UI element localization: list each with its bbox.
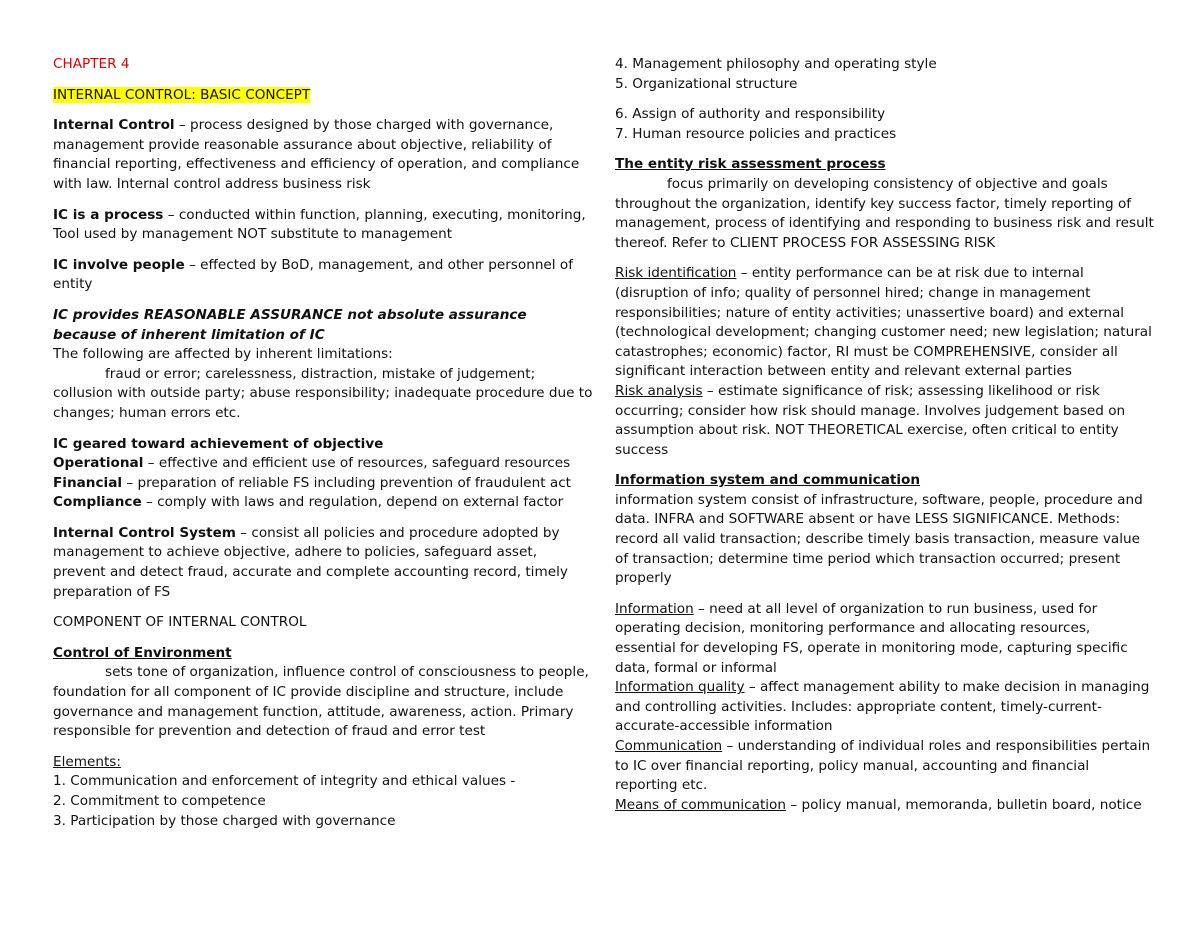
assurance-title (53, 306, 593, 345)
objective-item (53, 474, 593, 494)
ic-definition (53, 116, 593, 194)
control-env-body-text: sets tone of organization, influence control of consciousness to people, foundation for all component of IC provide discipline and structure, include governance and management function, attitude, awareness, action. Primary responsible for prevention and detection of fraud and error test (53, 664, 589, 740)
chapter-label: CHAPTER 4 (53, 56, 130, 72)
heading-highlight: INTERNAL CONTROL: BASIC CONCEPT (53, 86, 311, 103)
control-env-title (53, 644, 593, 664)
list-item: 5. Organizational structure (615, 75, 798, 92)
info-quality-term: Information quality (615, 679, 745, 696)
information-text: – need at all level of organization to run business, used for operating decision, monitoring performance and allocating resources, essential for developing FS, operate in monitoring mode, capturing specific data, formal or informal (615, 600, 1128, 676)
assurance-intro: The following are affected by inherent limitations: (53, 346, 393, 363)
communication-text: – understanding of individual roles and responsibilities pertain to IC over financial reporting, policy manual, accounting and financial reporting etc. (615, 738, 1151, 794)
component-heading: COMPONENT OF INTERNAL CONTROL (53, 614, 307, 631)
ic-def-text: – process designed by those charged with governance, management provide reasonable assurance about objective, reliability of financial reporting, effectiveness and efficiency of operation, and compliance with law. Internal control address business risk (53, 117, 580, 192)
ic-term: Internal Control (53, 117, 175, 134)
elements-title-text: Elements: (53, 753, 121, 770)
ic-system (53, 524, 593, 602)
info-system-body: information system consist of infrastructure, software, people, procedure and data. INFRA and SOFTWARE absent or have LESS SIGNIFICANCE. Methods: record all valid transaction; describe timely basis transaction, measure value of transaction; determine time period which transaction occurred; present properly (615, 491, 1143, 587)
risk-process-body (615, 175, 1155, 253)
assurance-title-text: IC provides REASONABLE ASSURANCE not absolute assurance because of inherent limitation of IC (53, 306, 527, 343)
elements-title (53, 753, 593, 773)
control-env-title-text: Control of Environment (53, 644, 232, 661)
list-item: 2. Commitment to competence (53, 793, 266, 809)
list-item: 4. Management philosophy and operating style (615, 56, 937, 72)
objective-term: Compliance (53, 494, 142, 511)
info-quality-text: – affect management ability to make decision in managing and controlling activities. Includes: appropriate content, timely-current-accurate-accessible information (615, 679, 1150, 735)
communication-term: Communication (615, 738, 723, 754)
ic-process (53, 206, 593, 245)
objective-title-text: IC geared toward achievement of objective (53, 435, 384, 452)
chapter-heading (53, 86, 593, 106)
objective-text: – comply with laws and regulation, depend on external factor (141, 494, 564, 511)
right-column (615, 55, 1155, 815)
risk-identification-term: Risk identification (615, 265, 737, 282)
risk-analysis (615, 382, 1155, 460)
risk-process-title-text: The entity risk assessment process (615, 156, 886, 173)
left-column (53, 55, 593, 831)
objective-text: – effective and efficient use of resources, safeguard resources (143, 455, 571, 472)
list-item: 7. Human resource policies and practices (615, 125, 897, 142)
info-system-title-text: Information system and communication (615, 472, 921, 489)
risk-identification-text: – entity performance can be at risk due to internal (disruption of info; quality of personnel hired; change in management responsibilities; nature of entity activities; unassertive board) and external (technological development; changing customer need; new legislation; natural catastrophes; economic) factor, RI must be COMPREHENSIVE, consider all significant interaction between entity and relevant external parties (615, 265, 1152, 380)
objective-title (53, 435, 593, 455)
risk-process-title (615, 155, 1155, 175)
risk-process-body-text: focus primarily on developing consistency of objective and goals throughout the organization, identify key success factor, timely reporting of management, process of identifying and responding to business risk and result thereof. Refer to CLIENT PROCESS FOR ASSESSING RISK (615, 175, 1154, 251)
means-of-communication (615, 796, 1155, 816)
objective-term: Operational (53, 455, 144, 472)
control-env-body (53, 663, 593, 741)
ic-process-term: IC is a process (53, 206, 164, 223)
list-item: 1. Communication and enforcement of integrity and ethical values - (53, 773, 516, 790)
communication (615, 737, 1155, 796)
ic-process-text: – conducted within function, planning, executing, monitoring, Tool used by management NOT substitute to management (53, 206, 586, 243)
ic-system-text: – consist all policies and procedure adopted by management to achieve objective, adhere to policies, safeguard asset, prevent and detect fraud, accurate and complete accounting record, timely preparation of FS (53, 524, 568, 600)
objective-item (53, 493, 593, 513)
info-system-title (615, 471, 1155, 491)
risk-analysis-term: Risk analysis (615, 382, 703, 399)
list-item: 6. Assign of authority and responsibility (615, 106, 886, 123)
risk-identification (615, 264, 1155, 382)
list-item: 3. Participation by those charged with governance (53, 812, 396, 829)
ic-people-text: – effected by BoD, management, and other personnel of entity (53, 256, 573, 293)
objective-term: Financial (53, 474, 123, 491)
means-text: – policy manual, memoranda, bulletin board, notice (786, 796, 1142, 813)
info-quality (615, 678, 1155, 737)
objective-item (53, 454, 593, 474)
information (615, 600, 1155, 678)
assurance-body-text: fraud or error; carelessness, distraction, mistake of judgement; collusion with outside party; abuse responsibility; inadequate procedure due to changes; human errors etc. (53, 365, 593, 421)
ic-people (53, 256, 593, 295)
ic-people-term: IC involve people (53, 256, 185, 273)
means-term: Means of communication (615, 796, 786, 813)
risk-analysis-text: – estimate significance of risk; assessing likelihood or risk occurring; consider how risk should manage. Involves judgement based on assumption about risk. NOT THEORETICAL exercise, often critical to entity success (615, 382, 1126, 458)
assurance-body (53, 365, 593, 424)
information-term: Information (615, 600, 694, 617)
objective-text: – preparation of reliable FS including prevention of fraudulent act (122, 474, 571, 491)
ic-system-term: Internal Control System (53, 524, 236, 541)
